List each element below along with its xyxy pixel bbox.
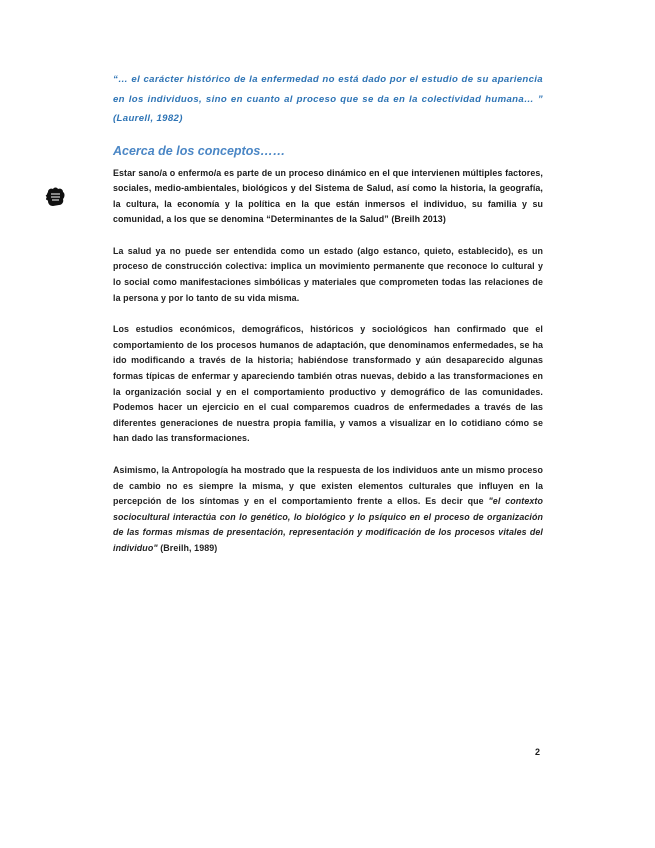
paragraph-anthropology-start: Asimismo, la Antropología ha mostrado que la respuesta de los individuos ante un mismo proceso de cambio no es siempre la misma, y que existen elementos culturales que influyen en la percepción de los síntomas y en el comportamiento frente a ellos. Es decir que [113, 465, 543, 507]
paragraph-health-process: La salud ya no puede ser entendida como un estado (algo estanco, quieto, establecido), es un proceso de construcción colectiva: implica un movimiento permanente que reconoce lo cultural y lo social como manifestaciones simbólicas y materiales que comprometen todas las relaciones de la persona y por lo tanto de su vida misma. [113, 245, 543, 303]
paragraph-anthropology-citation: (Breilh, 1989) [157, 542, 218, 553]
fist-emblem-icon [44, 186, 66, 208]
paragraph-studies: Los estudios económicos, demográficos, históricos y sociológicos han confirmado que el comportamiento de los procesos humanos de adaptación, que denominamos enfermedades, se ha ido modificando a través de la historia; habiéndose transformado y aún desaparecido algunas formas típicas de enfermar y apareciendo también otras nuevas, debido a las transformaciones en la organización social y en el comportamiento productivo y demográfico de las comunidades. Podemos hacer un ejercicio en el cual comparemos cuadros de enfermedades a través de las diferentes generaciones de nuestra propia familia, y vamos a visualizar en lo cotidiano cómo se han dado las transformaciones. [113, 324, 543, 444]
document-body [113, 70, 543, 573]
page-number: 2 [535, 747, 541, 757]
paragraph-anthropology [113, 463, 543, 557]
epigraph-quote: “… el carácter histórico de la enfermedad no está dado por el estudio de su apariencia en los individuos, sino en cuanto al proceso que se da en la colectividad humana… ” (Laurell, 1982) [113, 74, 543, 124]
paragraph-anthropology-quote: "el contexto sociocultural interactúa con lo genético, lo biológico y lo psíquico en el proceso de organización de las formas mismas de presentación, representación y modificación de los procesos vitales del individuo" [113, 496, 543, 553]
section-heading: Acerca de los conceptos…… [113, 143, 286, 158]
paragraph-determinants: Estar sano/a o enfermo/a es parte de un proceso dinámico en el que intervienen múltiples factores, sociales, medio-ambientales, biológicos y del Sistema de Salud, así como la historia, la geografía, la cultura, la economía y la política en la que están inmersos el individuo, su familia y su comunidad, a los que se denomina “Determinantes de la Salud” (Breilh 2013) [113, 167, 543, 225]
